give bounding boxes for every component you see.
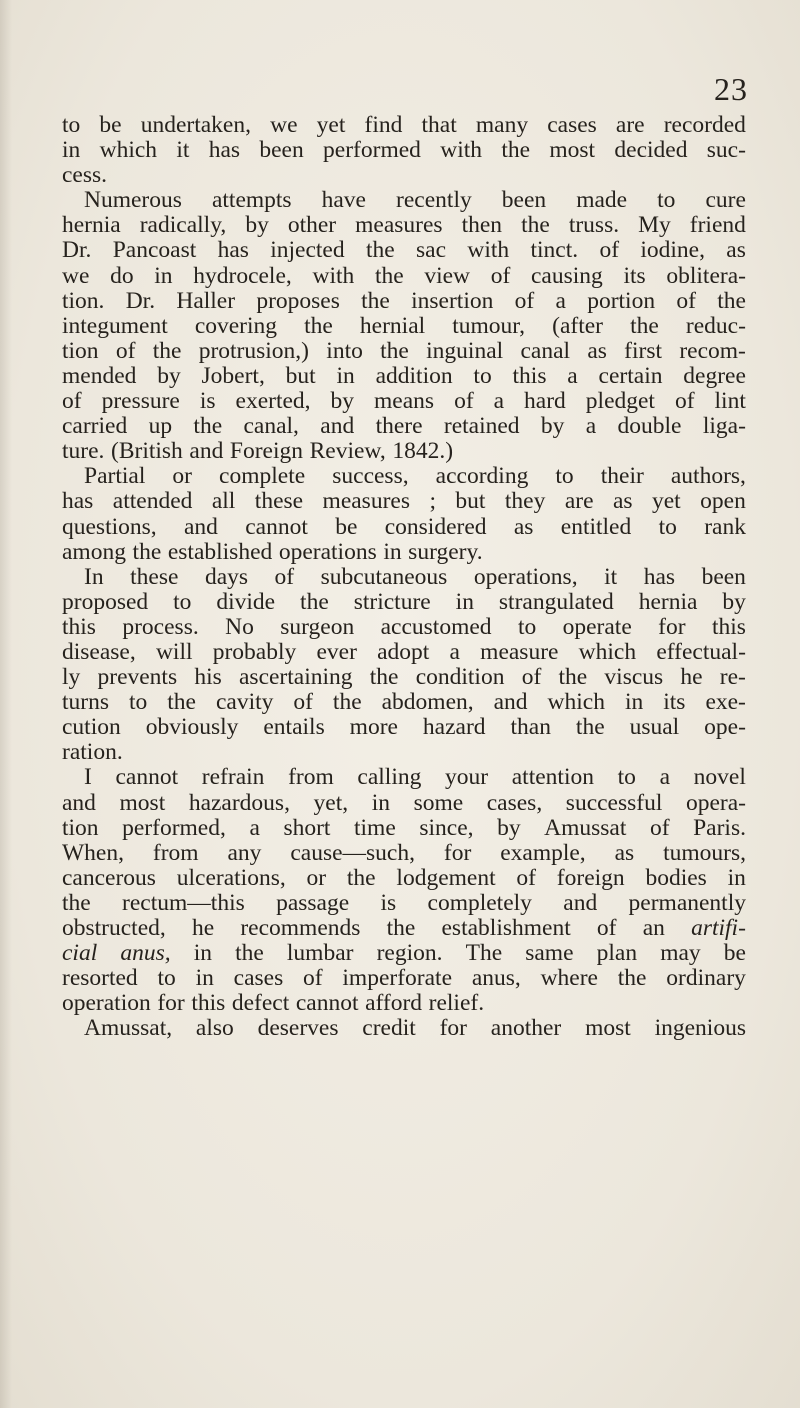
text-line: Amussat, also deserves credit for another most ingenious (84, 1015, 746, 1042)
text-line: of pressure is exerted, by means of a hard pledget of lint (62, 388, 746, 415)
text-line: in which it has been performed with the most decided suc- (62, 137, 746, 164)
text-line: tion of the protrusion,) into the inguinal canal as first recom- (62, 337, 746, 364)
text-line: hernia radically, by other measures then the truss. My friend (62, 212, 746, 239)
text-line: ture. (British and Foreign Review, 1842.) (62, 438, 454, 465)
text-line: and most hazardous, yet, in some cases, successful opera- (62, 789, 746, 816)
text-line: Numerous attempts have recently been made to cure (84, 187, 746, 214)
text-line: tion. Dr. Haller proposes the insertion of a portion of the (62, 287, 746, 314)
text-line: ration. (62, 739, 123, 766)
text-line: proposed to divide the stricture in strangulated hernia by (62, 588, 746, 615)
text-line: When, from any cause—such, for example, as tumours, (62, 839, 746, 866)
text-line: this process. No surgeon accustomed to operate for this (62, 613, 746, 640)
text-line: integument covering the hernial tumour, (after the reduc- (62, 312, 746, 339)
text-line: the rectum—this passage is completely and permanently (62, 889, 746, 916)
text-line: Dr. Pancoast has injected the sac with tinct. of iodine, as (62, 237, 746, 264)
text-line: cution obviously entails more hazard than the usual ope- (62, 714, 746, 741)
text-line: carried up the canal, and there retained by a double liga- (62, 413, 746, 440)
text-line: ly prevents his ascertaining the condition of the viscus he re- (62, 664, 746, 691)
text-line: I cannot refrain from calling your attention to a novel (84, 764, 746, 791)
text-line: Partial or complete success, according to their authors, (84, 463, 746, 490)
text-line: obstructed, he recommends the establishment of an artifi- (62, 915, 746, 941)
text-line: among the established operations in surgery. (62, 538, 483, 565)
text-line: mended by Jobert, but in addition to this a certain degree (62, 362, 746, 389)
text-line: to be undertaken, we yet find that many cases are recorded (62, 112, 746, 138)
text-line: tion performed, a short time since, by Amussat of Paris. (62, 814, 746, 841)
text-line: questions, and cannot be considered as entitled to rank (62, 513, 746, 540)
text-line: cancerous ulcerations, or the lodgement of foreign bodies in (62, 864, 746, 891)
text-line: turns to the cavity of the abdomen, and which in its exe- (62, 689, 746, 716)
page-edge-shadow (0, 0, 12, 1408)
page-number: 23 (714, 71, 748, 107)
text-line: cial anus, in the lumbar region. The same plan may be (62, 940, 746, 967)
text-line: cess. (62, 162, 108, 189)
text-line: has attended all these measures ; but they are as yet open (62, 488, 746, 515)
text-line: resorted to in cases of imperforate anus, where the ordinary (62, 965, 746, 992)
text-line: In these days of subcutaneous operations, it has been (84, 563, 746, 590)
body-text (62, 113, 746, 1041)
text-line: disease, will probably ever adopt a measure which effectual- (62, 638, 746, 665)
text-line: operation for this defect cannot afford relief. (62, 990, 485, 1017)
text-line: we do in hydrocele, with the view of causing its oblitera- (62, 262, 746, 289)
